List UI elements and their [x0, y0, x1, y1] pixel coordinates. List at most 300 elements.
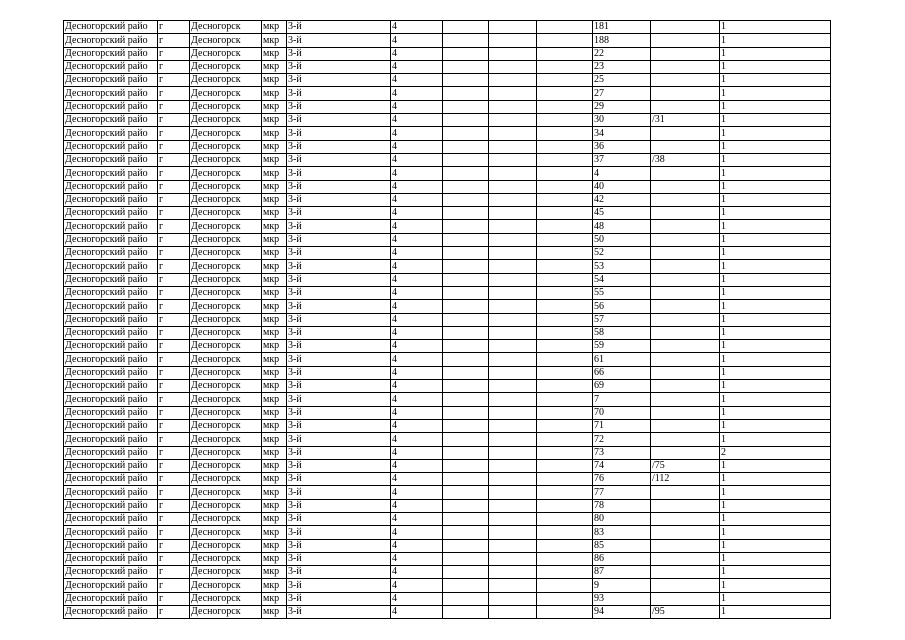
- house-number-cell: 70: [593, 406, 651, 419]
- settlement-cell: Десногорск: [190, 247, 262, 260]
- settlement-cell: Десногорск: [190, 127, 262, 140]
- count-cell: 1: [720, 566, 831, 579]
- street-type-cell: мкр: [262, 566, 287, 579]
- street-type-cell: мкр: [262, 260, 287, 273]
- count-cell: 1: [720, 153, 831, 166]
- settlement-type-cell: г: [158, 273, 190, 286]
- table-row: [64, 260, 831, 273]
- settlement-cell: Десногорск: [190, 313, 262, 326]
- settlement-cell: Десногорск: [190, 459, 262, 472]
- empty-cell: [489, 260, 537, 273]
- district-cell: Десногорский райо: [64, 233, 158, 246]
- street-cell: 3-й: [287, 366, 391, 379]
- empty-cell: [489, 100, 537, 113]
- number-cell: 4: [391, 406, 443, 419]
- house-fraction-cell: [651, 100, 720, 113]
- empty-cell: [537, 286, 593, 299]
- number-cell: 4: [391, 512, 443, 525]
- house-fraction-cell: [651, 340, 720, 353]
- empty-cell: [537, 273, 593, 286]
- house-number-cell: 25: [593, 74, 651, 87]
- table-row: [64, 499, 831, 512]
- settlement-type-cell: г: [158, 366, 190, 379]
- street-cell: 3-й: [287, 87, 391, 100]
- house-number-cell: 71: [593, 419, 651, 432]
- settlement-type-cell: г: [158, 486, 190, 499]
- house-number-cell: 83: [593, 526, 651, 539]
- settlement-cell: Десногорск: [190, 114, 262, 127]
- street-cell: 3-й: [287, 326, 391, 339]
- street-cell: 3-й: [287, 459, 391, 472]
- number-cell: 4: [391, 220, 443, 233]
- street-cell: 3-й: [287, 153, 391, 166]
- house-fraction-cell: [651, 207, 720, 220]
- table-row: [64, 233, 831, 246]
- street-type-cell: мкр: [262, 100, 287, 113]
- street-cell: 3-й: [287, 34, 391, 47]
- table-row: [64, 140, 831, 153]
- street-type-cell: мкр: [262, 486, 287, 499]
- empty-cell: [537, 207, 593, 220]
- empty-cell: [489, 566, 537, 579]
- settlement-cell: Десногорск: [190, 167, 262, 180]
- settlement-cell: Десногорск: [190, 539, 262, 552]
- district-cell: Десногорский райо: [64, 153, 158, 166]
- empty-cell: [537, 313, 593, 326]
- house-fraction-cell: /112: [651, 473, 720, 486]
- empty-cell: [443, 419, 489, 432]
- house-number-cell: 59: [593, 340, 651, 353]
- empty-cell: [537, 21, 593, 34]
- empty-cell: [489, 380, 537, 393]
- district-cell: Десногорский райо: [64, 180, 158, 193]
- street-type-cell: мкр: [262, 114, 287, 127]
- settlement-type-cell: г: [158, 34, 190, 47]
- empty-cell: [537, 433, 593, 446]
- empty-cell: [537, 260, 593, 273]
- empty-cell: [443, 406, 489, 419]
- table-row: [64, 446, 831, 459]
- number-cell: 4: [391, 340, 443, 353]
- table-row: [64, 47, 831, 60]
- empty-cell: [489, 273, 537, 286]
- house-fraction-cell: [651, 512, 720, 525]
- empty-cell: [489, 127, 537, 140]
- empty-cell: [443, 566, 489, 579]
- district-cell: Десногорский райо: [64, 140, 158, 153]
- settlement-type-cell: г: [158, 127, 190, 140]
- house-fraction-cell: [651, 300, 720, 313]
- count-cell: 1: [720, 273, 831, 286]
- district-cell: Десногорский райо: [64, 539, 158, 552]
- empty-cell: [443, 140, 489, 153]
- street-cell: 3-й: [287, 247, 391, 260]
- house-fraction-cell: [651, 380, 720, 393]
- settlement-cell: Десногорск: [190, 433, 262, 446]
- count-cell: 1: [720, 380, 831, 393]
- empty-cell: [443, 260, 489, 273]
- house-number-cell: 85: [593, 539, 651, 552]
- house-number-cell: 77: [593, 486, 651, 499]
- table-row: [64, 207, 831, 220]
- district-cell: Десногорский райо: [64, 459, 158, 472]
- empty-cell: [443, 180, 489, 193]
- empty-cell: [537, 233, 593, 246]
- empty-cell: [537, 340, 593, 353]
- settlement-type-cell: г: [158, 114, 190, 127]
- district-cell: Десногорский райо: [64, 193, 158, 206]
- count-cell: 1: [720, 539, 831, 552]
- settlement-cell: Десногорск: [190, 380, 262, 393]
- street-type-cell: мкр: [262, 606, 287, 619]
- number-cell: 4: [391, 21, 443, 34]
- settlement-type-cell: г: [158, 260, 190, 273]
- house-number-cell: 34: [593, 127, 651, 140]
- street-type-cell: мкр: [262, 300, 287, 313]
- house-fraction-cell: /38: [651, 153, 720, 166]
- house-fraction-cell: /31: [651, 114, 720, 127]
- empty-cell: [443, 459, 489, 472]
- district-cell: Десногорский райо: [64, 433, 158, 446]
- number-cell: 4: [391, 313, 443, 326]
- empty-cell: [489, 313, 537, 326]
- count-cell: 2: [720, 446, 831, 459]
- settlement-type-cell: г: [158, 406, 190, 419]
- street-type-cell: мкр: [262, 47, 287, 60]
- district-cell: Десногорский райо: [64, 207, 158, 220]
- settlement-cell: Десногорск: [190, 300, 262, 313]
- street-type-cell: мкр: [262, 220, 287, 233]
- empty-cell: [443, 340, 489, 353]
- settlement-cell: Десногорск: [190, 592, 262, 605]
- house-number-cell: 66: [593, 366, 651, 379]
- count-cell: 1: [720, 419, 831, 432]
- number-cell: 4: [391, 353, 443, 366]
- empty-cell: [489, 60, 537, 73]
- district-cell: Десногорский райо: [64, 260, 158, 273]
- house-number-cell: 57: [593, 313, 651, 326]
- street-type-cell: мкр: [262, 180, 287, 193]
- settlement-cell: Десногорск: [190, 34, 262, 47]
- number-cell: 4: [391, 552, 443, 565]
- district-cell: Десногорский райо: [64, 566, 158, 579]
- street-type-cell: мкр: [262, 526, 287, 539]
- district-cell: Десногорский райо: [64, 380, 158, 393]
- district-cell: Десногорский райо: [64, 100, 158, 113]
- empty-cell: [489, 419, 537, 432]
- house-fraction-cell: [651, 446, 720, 459]
- settlement-cell: Десногорск: [190, 21, 262, 34]
- empty-cell: [443, 87, 489, 100]
- count-cell: 1: [720, 433, 831, 446]
- empty-cell: [489, 34, 537, 47]
- district-cell: Десногорский райо: [64, 87, 158, 100]
- district-cell: Десногорский райо: [64, 34, 158, 47]
- settlement-cell: Десногорск: [190, 579, 262, 592]
- settlement-type-cell: г: [158, 47, 190, 60]
- house-fraction-cell: [651, 526, 720, 539]
- empty-cell: [537, 127, 593, 140]
- count-cell: 1: [720, 552, 831, 565]
- street-type-cell: мкр: [262, 60, 287, 73]
- house-fraction-cell: /95: [651, 606, 720, 619]
- table-row: [64, 592, 831, 605]
- house-fraction-cell: [651, 539, 720, 552]
- district-cell: Десногорский райо: [64, 353, 158, 366]
- count-cell: 1: [720, 140, 831, 153]
- house-number-cell: 181: [593, 21, 651, 34]
- district-cell: Десногорский райо: [64, 340, 158, 353]
- settlement-type-cell: г: [158, 74, 190, 87]
- count-cell: 1: [720, 193, 831, 206]
- house-fraction-cell: [651, 286, 720, 299]
- empty-cell: [489, 300, 537, 313]
- house-number-cell: 94: [593, 606, 651, 619]
- house-number-cell: 58: [593, 326, 651, 339]
- empty-cell: [537, 473, 593, 486]
- settlement-cell: Десногорск: [190, 340, 262, 353]
- count-cell: 1: [720, 220, 831, 233]
- settlement-cell: Десногорск: [190, 100, 262, 113]
- count-cell: 1: [720, 114, 831, 127]
- empty-cell: [537, 60, 593, 73]
- table-row: [64, 526, 831, 539]
- empty-cell: [489, 526, 537, 539]
- empty-cell: [537, 193, 593, 206]
- empty-cell: [537, 74, 593, 87]
- district-cell: Десногорский райо: [64, 579, 158, 592]
- street-cell: 3-й: [287, 406, 391, 419]
- house-fraction-cell: [651, 499, 720, 512]
- number-cell: 4: [391, 34, 443, 47]
- empty-cell: [537, 486, 593, 499]
- empty-cell: [537, 499, 593, 512]
- count-cell: 1: [720, 473, 831, 486]
- table-row: [64, 419, 831, 432]
- table-row: [64, 127, 831, 140]
- number-cell: 4: [391, 207, 443, 220]
- street-cell: 3-й: [287, 60, 391, 73]
- empty-cell: [489, 286, 537, 299]
- house-number-cell: 80: [593, 512, 651, 525]
- empty-cell: [443, 579, 489, 592]
- house-number-cell: 188: [593, 34, 651, 47]
- settlement-cell: Десногорск: [190, 140, 262, 153]
- table-row: [64, 286, 831, 299]
- empty-cell: [443, 606, 489, 619]
- district-cell: Десногорский райо: [64, 220, 158, 233]
- district-cell: Десногорский райо: [64, 127, 158, 140]
- table-row: [64, 313, 831, 326]
- empty-cell: [489, 499, 537, 512]
- empty-cell: [443, 486, 489, 499]
- empty-cell: [443, 473, 489, 486]
- table-row: [64, 552, 831, 565]
- table-row: [64, 193, 831, 206]
- empty-cell: [489, 433, 537, 446]
- street-type-cell: мкр: [262, 193, 287, 206]
- house-number-cell: 76: [593, 473, 651, 486]
- table-row: [64, 87, 831, 100]
- house-fraction-cell: [651, 313, 720, 326]
- district-cell: Десногорский райо: [64, 300, 158, 313]
- table-row: [64, 34, 831, 47]
- empty-cell: [537, 552, 593, 565]
- empty-cell: [443, 433, 489, 446]
- settlement-cell: Десногорск: [190, 393, 262, 406]
- number-cell: 4: [391, 193, 443, 206]
- empty-cell: [443, 100, 489, 113]
- empty-cell: [537, 326, 593, 339]
- house-number-cell: 55: [593, 286, 651, 299]
- number-cell: 4: [391, 167, 443, 180]
- street-type-cell: мкр: [262, 127, 287, 140]
- number-cell: 4: [391, 380, 443, 393]
- table-row: [64, 74, 831, 87]
- table-row: [64, 393, 831, 406]
- house-number-cell: 61: [593, 353, 651, 366]
- table-row: [64, 366, 831, 379]
- street-type-cell: мкр: [262, 34, 287, 47]
- street-cell: 3-й: [287, 100, 391, 113]
- empty-cell: [537, 100, 593, 113]
- empty-cell: [537, 34, 593, 47]
- number-cell: 4: [391, 446, 443, 459]
- street-cell: 3-й: [287, 566, 391, 579]
- number-cell: 4: [391, 592, 443, 605]
- table-row: [64, 459, 831, 472]
- street-type-cell: мкр: [262, 273, 287, 286]
- settlement-cell: Десногорск: [190, 512, 262, 525]
- address-table-body: [64, 21, 831, 619]
- street-type-cell: мкр: [262, 167, 287, 180]
- table-row: [64, 247, 831, 260]
- house-number-cell: 53: [593, 260, 651, 273]
- empty-cell: [489, 326, 537, 339]
- street-type-cell: мкр: [262, 21, 287, 34]
- number-cell: 4: [391, 473, 443, 486]
- district-cell: Десногорский райо: [64, 526, 158, 539]
- empty-cell: [443, 353, 489, 366]
- empty-cell: [489, 579, 537, 592]
- district-cell: Десногорский райо: [64, 60, 158, 73]
- house-fraction-cell: [651, 47, 720, 60]
- count-cell: 1: [720, 393, 831, 406]
- house-number-cell: 93: [593, 592, 651, 605]
- house-fraction-cell: [651, 592, 720, 605]
- street-type-cell: мкр: [262, 207, 287, 220]
- district-cell: Десногорский райо: [64, 247, 158, 260]
- empty-cell: [489, 21, 537, 34]
- empty-cell: [537, 526, 593, 539]
- street-cell: 3-й: [287, 21, 391, 34]
- empty-cell: [443, 207, 489, 220]
- settlement-type-cell: г: [158, 153, 190, 166]
- settlement-cell: Десногорск: [190, 473, 262, 486]
- street-type-cell: мкр: [262, 446, 287, 459]
- settlement-cell: Десногорск: [190, 47, 262, 60]
- house-fraction-cell: [651, 366, 720, 379]
- settlement-type-cell: г: [158, 340, 190, 353]
- settlement-cell: Десногорск: [190, 286, 262, 299]
- street-cell: 3-й: [287, 114, 391, 127]
- empty-cell: [537, 566, 593, 579]
- empty-cell: [537, 87, 593, 100]
- district-cell: Десногорский райо: [64, 393, 158, 406]
- settlement-cell: Десногорск: [190, 566, 262, 579]
- empty-cell: [489, 486, 537, 499]
- table-row: [64, 114, 831, 127]
- settlement-cell: Десногорск: [190, 526, 262, 539]
- number-cell: 4: [391, 419, 443, 432]
- house-number-cell: 7: [593, 393, 651, 406]
- street-type-cell: мкр: [262, 87, 287, 100]
- empty-cell: [489, 153, 537, 166]
- empty-cell: [443, 60, 489, 73]
- number-cell: 4: [391, 539, 443, 552]
- empty-cell: [489, 539, 537, 552]
- house-fraction-cell: [651, 393, 720, 406]
- empty-cell: [537, 579, 593, 592]
- street-cell: 3-й: [287, 526, 391, 539]
- house-number-cell: 22: [593, 47, 651, 60]
- count-cell: 1: [720, 526, 831, 539]
- empty-cell: [443, 446, 489, 459]
- count-cell: 1: [720, 247, 831, 260]
- empty-cell: [443, 526, 489, 539]
- empty-cell: [489, 353, 537, 366]
- number-cell: 4: [391, 247, 443, 260]
- district-cell: Десногорский райо: [64, 473, 158, 486]
- street-type-cell: мкр: [262, 393, 287, 406]
- street-type-cell: мкр: [262, 326, 287, 339]
- street-cell: 3-й: [287, 380, 391, 393]
- district-cell: Десногорский райо: [64, 74, 158, 87]
- street-cell: 3-й: [287, 512, 391, 525]
- empty-cell: [443, 592, 489, 605]
- settlement-cell: Десногорск: [190, 87, 262, 100]
- settlement-type-cell: г: [158, 193, 190, 206]
- empty-cell: [537, 114, 593, 127]
- empty-cell: [489, 552, 537, 565]
- street-type-cell: мкр: [262, 579, 287, 592]
- count-cell: 1: [720, 74, 831, 87]
- settlement-type-cell: г: [158, 353, 190, 366]
- house-fraction-cell: [651, 433, 720, 446]
- settlement-type-cell: г: [158, 313, 190, 326]
- settlement-type-cell: г: [158, 579, 190, 592]
- empty-cell: [489, 220, 537, 233]
- street-cell: 3-й: [287, 127, 391, 140]
- number-cell: 4: [391, 606, 443, 619]
- house-number-cell: 27: [593, 87, 651, 100]
- settlement-cell: Десногорск: [190, 180, 262, 193]
- number-cell: 4: [391, 459, 443, 472]
- house-fraction-cell: [651, 566, 720, 579]
- street-type-cell: мкр: [262, 419, 287, 432]
- settlement-cell: Десногорск: [190, 366, 262, 379]
- number-cell: 4: [391, 74, 443, 87]
- street-type-cell: мкр: [262, 552, 287, 565]
- house-fraction-cell: [651, 326, 720, 339]
- count-cell: 1: [720, 47, 831, 60]
- street-cell: 3-й: [287, 579, 391, 592]
- empty-cell: [537, 220, 593, 233]
- house-number-cell: 9: [593, 579, 651, 592]
- empty-cell: [443, 552, 489, 565]
- number-cell: 4: [391, 486, 443, 499]
- empty-cell: [537, 419, 593, 432]
